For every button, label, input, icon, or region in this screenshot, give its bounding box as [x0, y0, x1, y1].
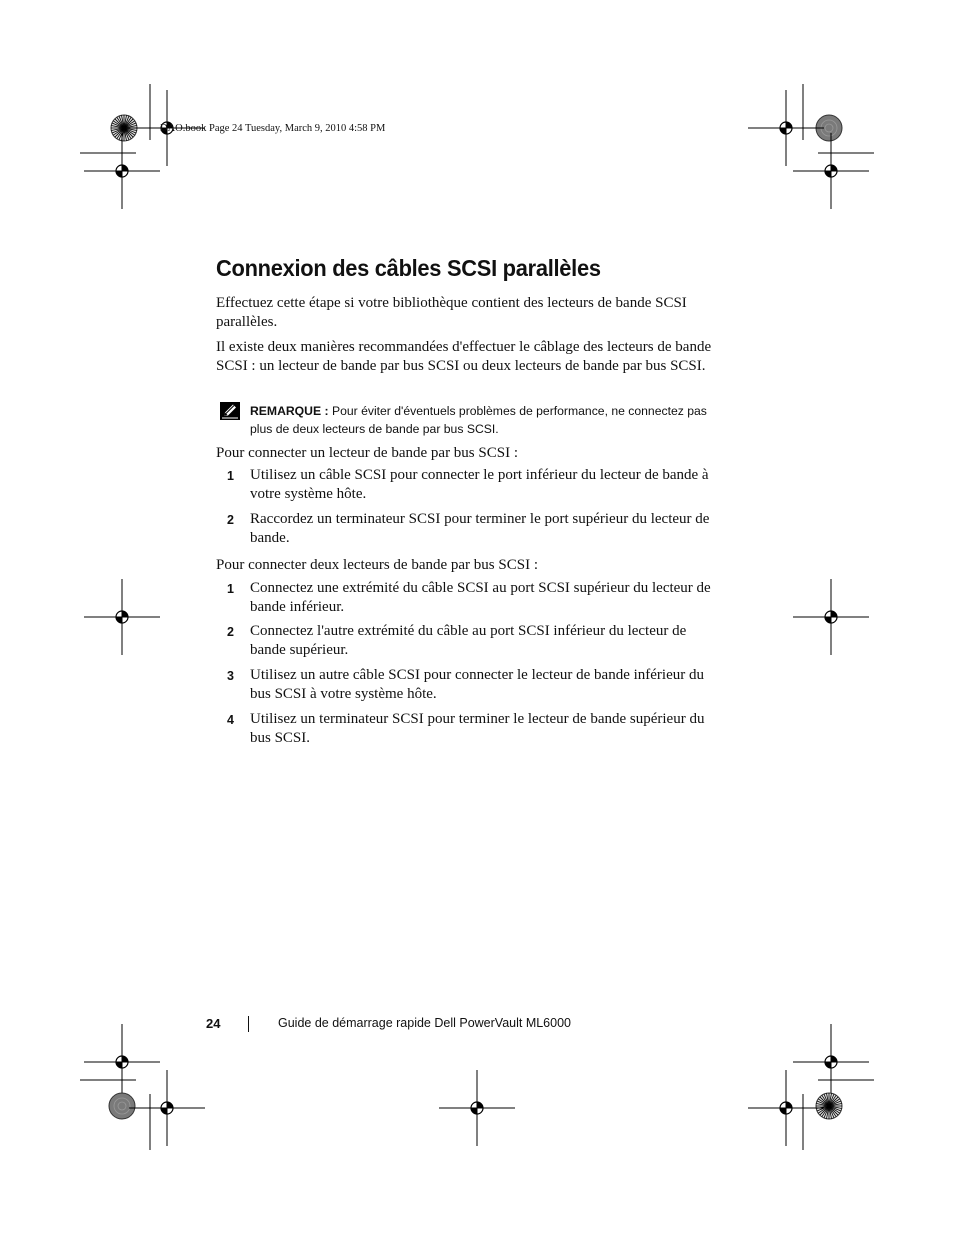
page-heading: Connexion des câbles SCSI parallèles [216, 255, 601, 281]
step-text: Connectez l'autre extrémité du câble au port SCSI inférieur du lecteur de bande supérieur. [250, 623, 687, 658]
list-item [0, 579, 954, 619]
step-number: 4 [227, 713, 234, 727]
single-bus-intro: Pour connecter un lecteur de bande par bus SCSI : [216, 445, 518, 461]
cabling-methods-paragraph: Il existe deux manières recommandées d'effectuer le câblage des lecteurs de bande SCSI : un lecteur de bande par bus SCSI ou deux lecteurs de bande par bus SCSI. [216, 339, 712, 374]
print-slug-line: DAO.book Page 24 Tuesday, March 9, 2010 4:58 PM [160, 123, 386, 134]
step-text: Utilisez un terminateur SCSI pour terminer le lecteur de bande supérieur du bus SCSI. [250, 711, 705, 746]
list-item [0, 466, 954, 506]
step-text: Utilisez un câble SCSI pour connecter le port inférieur du lecteur de bande à votre système hôte. [250, 467, 709, 502]
step-number: 2 [227, 513, 234, 527]
step-text: Connectez une extrémité du câble SCSI au port SCSI supérieur du lecteur de bande inférieur. [250, 580, 711, 615]
note-text [250, 402, 720, 438]
page-number: 24 [206, 1016, 221, 1031]
step-number: 1 [227, 582, 234, 596]
step-text: Utilisez un autre câble SCSI pour connecter le lecteur de bande inférieur du bus SCSI à votre système hôte. [250, 667, 704, 702]
intro-paragraph: Effectuez cette étape si votre bibliothèque contient des lecteurs de bande SCSI parallèles. [216, 295, 687, 330]
step-number: 1 [227, 469, 234, 483]
list-item [0, 510, 954, 550]
note-label: REMARQUE : [250, 404, 329, 418]
footer-divider [248, 1016, 249, 1032]
list-item [0, 710, 954, 750]
list-item [0, 622, 954, 662]
list-item [0, 666, 954, 706]
note-body: Pour éviter d'éventuels problèmes de performance, ne connectez pas plus de deux lecteurs de bande par bus SCSI. [250, 404, 707, 436]
footer-title: Guide de démarrage rapide Dell PowerVault ML6000 [278, 1016, 571, 1030]
step-number: 3 [227, 669, 234, 683]
step-text: Raccordez un terminateur SCSI pour terminer le port supérieur du lecteur de bande. [250, 511, 710, 546]
step-number: 2 [227, 625, 234, 639]
note-pencil-icon [220, 402, 240, 420]
double-bus-intro: Pour connecter deux lecteurs de bande par bus SCSI : [216, 557, 538, 573]
